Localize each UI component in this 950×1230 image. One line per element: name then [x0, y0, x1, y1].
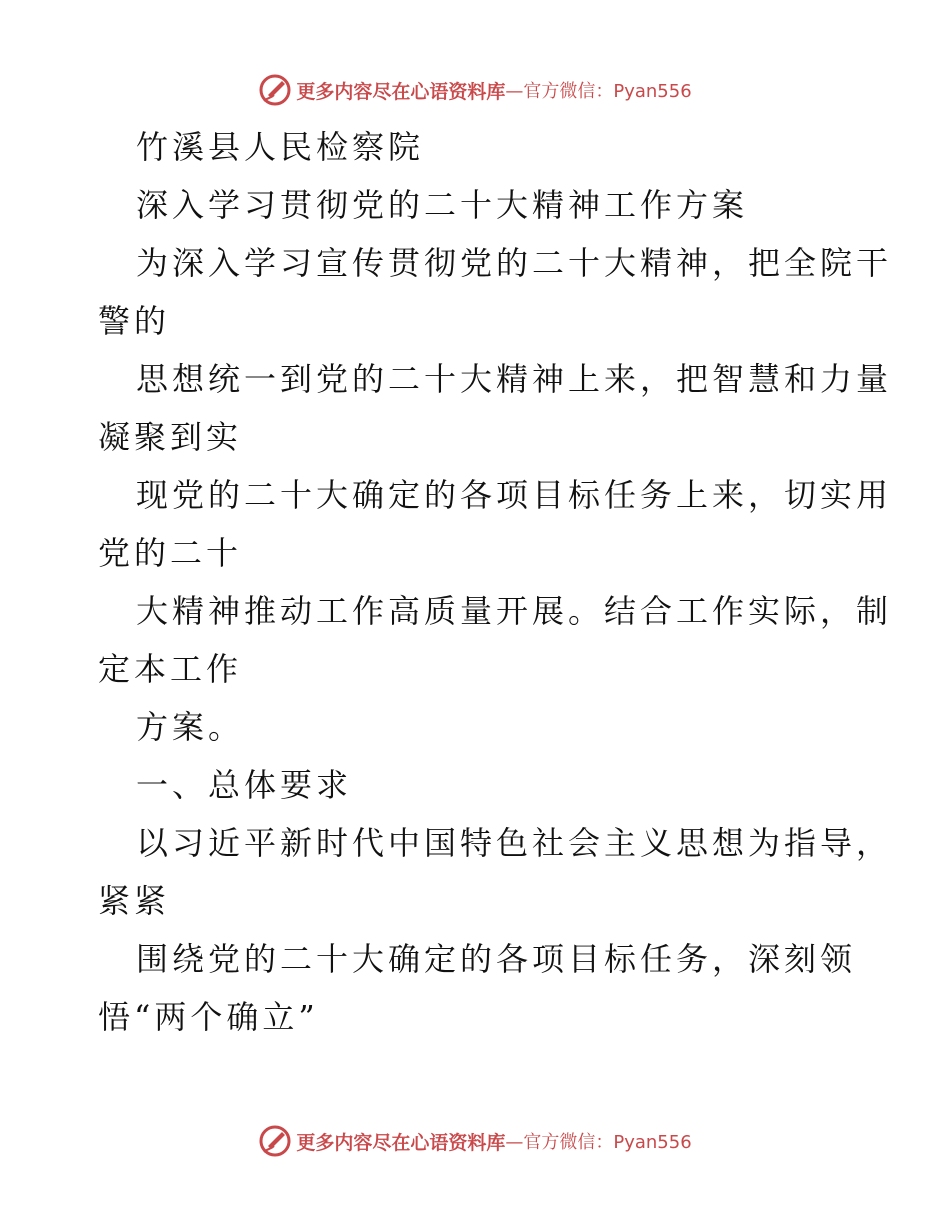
doc-line: 围绕党的二十大确定的各项目标任务，深刻领: [136, 940, 857, 978]
doc-line: 警的: [98, 302, 171, 340]
doc-line: 定本工作: [98, 650, 243, 688]
doc-line: 现党的二十大确定的各项目标任务上来，切实用: [136, 476, 893, 514]
watermark-main-text: 更多内容尽在心语资料库: [296, 80, 506, 103]
doc-line: 以习近平新时代中国特色社会主义思想为指导，: [136, 824, 893, 862]
doc-line: 大精神推动工作高质量开展。结合工作实际，制: [136, 592, 893, 630]
doc-line: 思想统一到党的二十大精神上来，把智慧和力量: [136, 360, 893, 398]
watermark-sub-text: —官方微信：Pyan556: [505, 81, 692, 102]
doc-line: 悟“两个确立”: [98, 998, 319, 1036]
watermark-sub-text: —官方微信：Pyan556: [505, 1132, 692, 1153]
doc-line: 凝聚到实: [98, 418, 243, 456]
seal-logo-icon: [258, 1124, 292, 1158]
doc-line: 紧紧: [98, 882, 171, 920]
watermark-main-text: 更多内容尽在心语资料库: [296, 1131, 506, 1154]
watermark-footer: [0, 1121, 950, 1161]
doc-line: 深入学习贯彻党的二十大精神工作方案: [136, 186, 749, 224]
doc-line: 方案。: [136, 708, 245, 746]
doc-line: 竹溪县人民检察院: [136, 128, 425, 166]
doc-line: 为深入学习宣传贯彻党的二十大精神，把全院干: [136, 244, 893, 282]
doc-line: 党的二十: [98, 534, 243, 572]
doc-line: 一、总体要求: [136, 766, 353, 804]
